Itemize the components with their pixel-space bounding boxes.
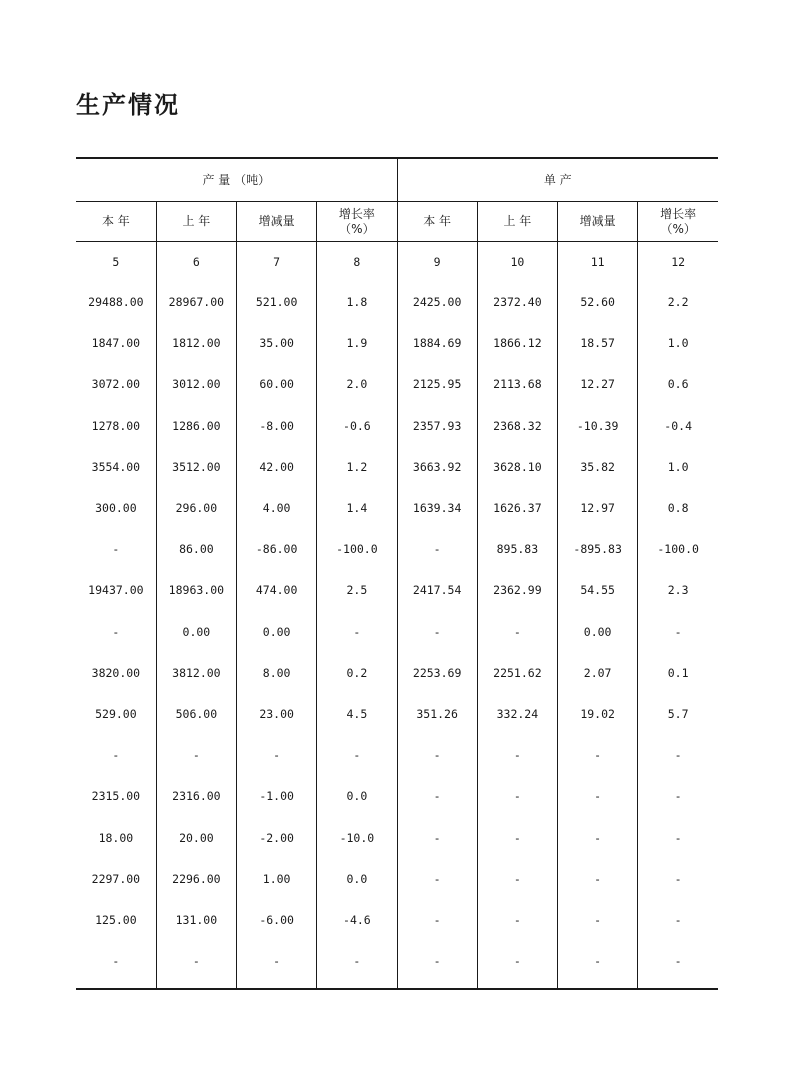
table-cell: 1.2: [317, 447, 397, 488]
table-cell: 18.00: [98, 830, 134, 845]
spacer-cell: [156, 982, 236, 989]
table-row: [76, 447, 718, 488]
table-cell: 1.4: [317, 488, 397, 529]
header-yield-last-year: 上 年: [477, 202, 557, 242]
table-cell: 521.00: [237, 282, 317, 323]
table-cell: 2316.00: [156, 776, 236, 817]
table-cell: -6.00: [237, 900, 317, 941]
table-cell: 1639.34: [397, 488, 477, 529]
table-cell: -: [317, 735, 397, 776]
table-cell: 296.00: [156, 488, 236, 529]
table-row: [76, 406, 718, 447]
table-cell: -1.00: [237, 776, 317, 817]
table-cell: 28967.00: [156, 282, 236, 323]
table-cell: 2357.93: [397, 406, 477, 447]
spacer-cell: [558, 982, 638, 989]
table-body: [76, 242, 718, 990]
table-cell: -: [112, 624, 120, 639]
table-cell: 1.0: [638, 447, 718, 488]
table-cell: 0.6: [638, 364, 718, 405]
table-cell: 1866.12: [477, 323, 557, 364]
table-cell: -0.4: [638, 406, 718, 447]
spacer-cell: [477, 982, 557, 989]
table-cell: -: [638, 900, 718, 941]
table-cell: 12.27: [558, 364, 638, 405]
table-cell: -: [638, 735, 718, 776]
table-cell: 1.8: [317, 282, 397, 323]
table-cell: -: [237, 941, 317, 982]
table-cell: 2.3: [638, 570, 718, 611]
table-cell: -: [112, 954, 120, 969]
table-cell: 2.2: [638, 282, 718, 323]
table-cell: 2372.40: [477, 282, 557, 323]
spacer-cell: [317, 982, 397, 989]
table-cell: -: [477, 735, 557, 776]
table-cell: -0.6: [317, 406, 397, 447]
table-cell: -: [156, 735, 236, 776]
table-cell: 0.0: [317, 776, 397, 817]
table-cell: -: [638, 941, 718, 982]
header-output-group: 产 量 （吨）: [76, 158, 397, 202]
table-cell: 2362.99: [477, 570, 557, 611]
table-cell: -: [638, 817, 718, 858]
table-cell: 42.00: [237, 447, 317, 488]
table-cell: 1286.00: [156, 406, 236, 447]
header-group-row: [76, 158, 718, 202]
table-row: [76, 653, 718, 694]
table-cell: -100.0: [638, 529, 718, 570]
table-cell: -8.00: [237, 406, 317, 447]
header-output-change: 增减量: [237, 202, 317, 242]
header-yield-this-year: 本 年: [397, 202, 477, 242]
table-cell: -: [112, 748, 120, 763]
spacer-cell: [397, 982, 477, 989]
table-cell: -895.83: [558, 529, 638, 570]
table-row: [76, 735, 718, 776]
table-cell: -: [638, 612, 718, 653]
column-number: 10: [477, 242, 557, 283]
table-header: [76, 158, 718, 242]
table-row: [76, 488, 718, 529]
table-cell: 0.1: [638, 653, 718, 694]
table-cell: -2.00: [237, 817, 317, 858]
table-cell: -: [397, 612, 477, 653]
spacer-cell: [237, 982, 317, 989]
table-cell: -: [638, 776, 718, 817]
table-cell: 474.00: [237, 570, 317, 611]
header-unit-yield-group: 单 产: [397, 158, 718, 202]
table-cell: 1278.00: [91, 418, 141, 433]
table-cell: 35.00: [237, 323, 317, 364]
table-cell: 300.00: [95, 501, 137, 516]
table-cell: 3663.92: [397, 447, 477, 488]
table-cell: 2251.62: [477, 653, 557, 694]
table-cell: 2.0: [317, 364, 397, 405]
table-cell: 1847.00: [91, 336, 141, 351]
table-cell: 2425.00: [397, 282, 477, 323]
table-cell: -86.00: [237, 529, 317, 570]
table-cell: 12.97: [558, 488, 638, 529]
table-row: [76, 694, 718, 735]
table-cell: 1626.37: [477, 488, 557, 529]
table-cell: -: [477, 612, 557, 653]
table-cell: 2315.00: [91, 789, 141, 804]
header-output-last-year: 上 年: [156, 202, 236, 242]
table-cell: 0.8: [638, 488, 718, 529]
table-cell: 54.55: [558, 570, 638, 611]
column-number: 11: [558, 242, 638, 283]
header-yield-growth-rate: 增长率 （%）: [638, 202, 718, 242]
table-cell: 3820.00: [91, 665, 141, 680]
table-cell: 60.00: [237, 364, 317, 405]
table-cell: 131.00: [156, 900, 236, 941]
page-title: 生产情况: [76, 91, 180, 119]
table-row: [76, 529, 718, 570]
table-cell: -: [156, 941, 236, 982]
table-cell: 18.57: [558, 323, 638, 364]
table-cell: 1.9: [317, 323, 397, 364]
table-cell: -: [558, 941, 638, 982]
production-table: [76, 157, 718, 990]
table-cell: 529.00: [95, 706, 137, 721]
table-cell: 3554.00: [91, 459, 141, 474]
table-cell: -: [477, 817, 557, 858]
table-cell: 1.00: [237, 859, 317, 900]
table-cell: 2.07: [558, 653, 638, 694]
table-cell: -: [477, 859, 557, 900]
table-bottom-spacer: [76, 982, 718, 989]
table-row: [76, 364, 718, 405]
table-cell: -: [558, 776, 638, 817]
table-row: [76, 941, 718, 982]
header-output-growth-rate: 增长率 （%）: [317, 202, 397, 242]
table-cell: -: [112, 542, 120, 557]
spacer-cell: [638, 982, 718, 989]
table-cell: 0.00: [558, 612, 638, 653]
spacer-cell: [76, 982, 156, 989]
table-cell: 3628.10: [477, 447, 557, 488]
table-cell: 1884.69: [397, 323, 477, 364]
table-cell: 2.5: [317, 570, 397, 611]
table-cell: 351.26: [397, 694, 477, 735]
table-cell: -: [397, 859, 477, 900]
table-cell: 0.00: [156, 612, 236, 653]
table-cell: -: [558, 859, 638, 900]
table-cell: 2417.54: [397, 570, 477, 611]
table-cell: -: [397, 817, 477, 858]
table-cell: 23.00: [237, 694, 317, 735]
header-output-this-year: 本 年: [76, 202, 156, 242]
table-cell: 895.83: [477, 529, 557, 570]
table-row: [76, 323, 718, 364]
header-yield-change: 增减量: [558, 202, 638, 242]
table-cell: 2125.95: [397, 364, 477, 405]
table-cell: -4.6: [317, 900, 397, 941]
table-cell: 0.0: [317, 859, 397, 900]
table-cell: -: [397, 941, 477, 982]
table-cell: -: [477, 941, 557, 982]
table-cell: -: [477, 776, 557, 817]
table-cell: -: [397, 900, 477, 941]
column-number: 9: [397, 242, 477, 283]
table-cell: 2297.00: [91, 871, 141, 886]
table-cell: 4.00: [237, 488, 317, 529]
table-cell: 4.5: [317, 694, 397, 735]
table-cell: 332.24: [477, 694, 557, 735]
table-cell: -: [317, 612, 397, 653]
table-cell: 1.0: [638, 323, 718, 364]
table-cell: 3812.00: [156, 653, 236, 694]
table-cell: -: [477, 900, 557, 941]
table-cell: 29488.00: [88, 295, 144, 310]
table-cell: 8.00: [237, 653, 317, 694]
table-row: [76, 776, 718, 817]
table-cell: 3512.00: [156, 447, 236, 488]
table-cell: 20.00: [156, 817, 236, 858]
table-cell: -: [317, 941, 397, 982]
table-cell: 2368.32: [477, 406, 557, 447]
column-number: 5: [112, 254, 120, 269]
table-cell: -: [558, 735, 638, 776]
table-cell: -: [558, 817, 638, 858]
table-cell: -: [558, 900, 638, 941]
column-number-row: [76, 242, 718, 283]
column-number: 12: [638, 242, 718, 283]
table-cell: 2253.69: [397, 653, 477, 694]
table-cell: 0.2: [317, 653, 397, 694]
table-cell: 3072.00: [91, 377, 141, 392]
table-row: [76, 570, 718, 611]
table-row: [76, 817, 718, 858]
table-cell: 3012.00: [156, 364, 236, 405]
table-row: [76, 282, 718, 323]
table-cell: -10.0: [317, 817, 397, 858]
table-cell: 2113.68: [477, 364, 557, 405]
column-number: 8: [317, 242, 397, 283]
table-cell: 0.00: [237, 612, 317, 653]
table-cell: 1812.00: [156, 323, 236, 364]
table-cell: 35.82: [558, 447, 638, 488]
table-cell: 86.00: [156, 529, 236, 570]
column-number: 7: [237, 242, 317, 283]
table-cell: 2296.00: [156, 859, 236, 900]
table-row: [76, 612, 718, 653]
table-cell: -: [638, 859, 718, 900]
table-row: [76, 859, 718, 900]
table-cell: 5.7: [638, 694, 718, 735]
table-cell: -: [397, 776, 477, 817]
table-row: [76, 900, 718, 941]
table-cell: 125.00: [95, 912, 137, 927]
header-subcolumn-row: [76, 202, 718, 242]
table-cell: 19437.00: [88, 583, 144, 598]
column-number: 6: [156, 242, 236, 283]
table-cell: 19.02: [558, 694, 638, 735]
table-cell: 52.60: [558, 282, 638, 323]
table-cell: -: [397, 529, 477, 570]
table-cell: 506.00: [156, 694, 236, 735]
table-cell: -: [397, 735, 477, 776]
table-cell: 18963.00: [156, 570, 236, 611]
table-cell: -: [237, 735, 317, 776]
table-cell: -10.39: [558, 406, 638, 447]
table-cell: -100.0: [317, 529, 397, 570]
